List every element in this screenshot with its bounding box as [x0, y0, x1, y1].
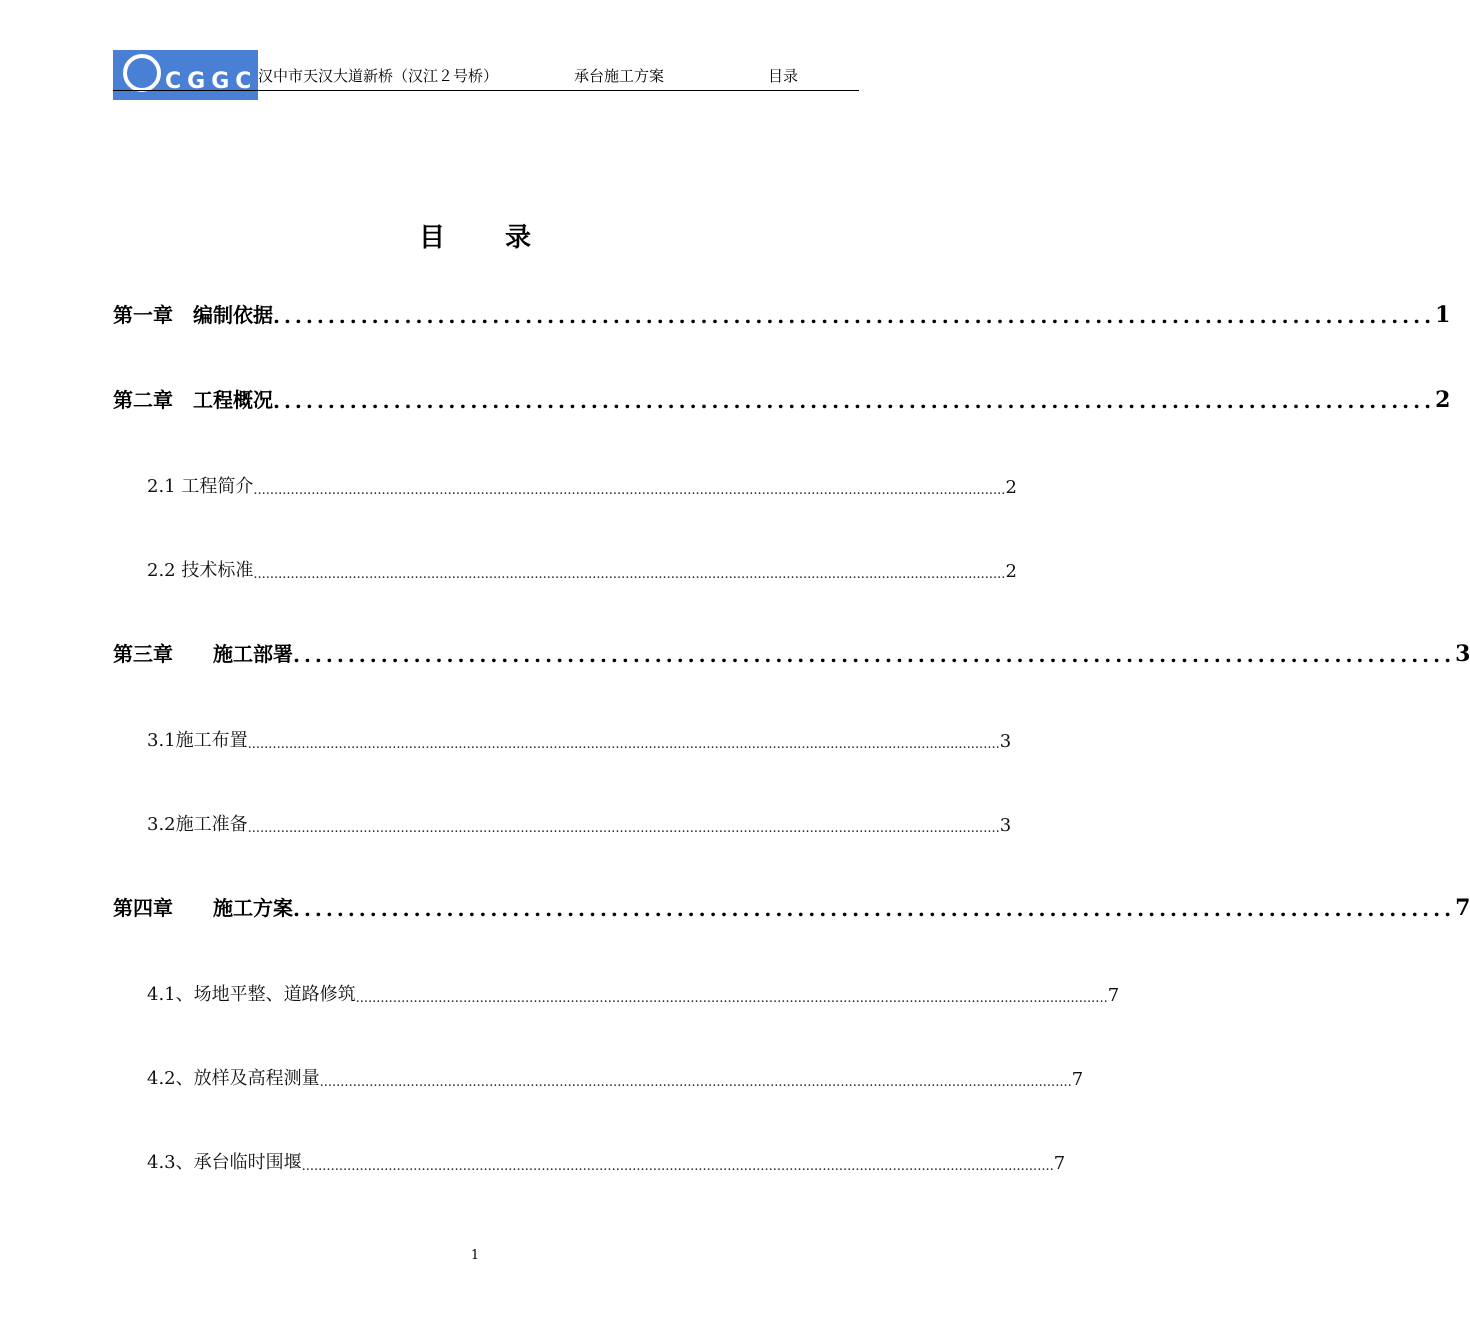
toc-entry[interactable] [113, 1144, 1066, 1174]
toc-leader: ...................................................................................................................................................................................... [247, 821, 1000, 836]
page-title: 目录 [418, 223, 591, 253]
toc-leader: .......................................................................................................... [293, 897, 1456, 921]
toc-page: 2 [1005, 477, 1017, 498]
header-rule [113, 90, 859, 91]
toc-entry[interactable] [113, 1060, 1084, 1090]
toc-entry[interactable] [113, 383, 1451, 413]
toc-label: 2.2 技术标准 [147, 560, 254, 581]
toc-label: 4.2、放样及高程测量 [147, 1068, 320, 1089]
toc-leader: ...................................................................................................................................................................................... [355, 991, 1108, 1006]
toc-page: 2 [1435, 387, 1451, 413]
toc-page: 3 [1455, 641, 1470, 667]
header-section: 目录 [768, 67, 799, 85]
toc-leader: ...................................................................................................................................................................................... [253, 567, 1006, 582]
toc-leader: .......................................................................................................... [293, 643, 1456, 667]
toc-label: 第一章 编制依据 [113, 303, 273, 327]
toc-leader: ...................................................................................................................................................................................... [253, 483, 1006, 498]
toc-page: 3 [999, 731, 1012, 752]
toc-entry[interactable] [113, 976, 1120, 1006]
toc-label: 第二章 工程概况 [113, 388, 273, 412]
toc-label: 第三章 施工部署 [113, 642, 293, 666]
toc-leader: ...................................................................................................................................................................................... [247, 737, 1000, 752]
toc-page: 7 [1071, 1069, 1084, 1090]
header-doc-name: 承台施工方案 [574, 67, 665, 85]
toc-leader: ...................................................................................................................................................................................... [301, 1159, 1054, 1174]
toc-entry[interactable] [113, 806, 1012, 836]
toc-label: 4.1、场地平整、道路修筑 [147, 984, 356, 1005]
logo-text: CGGC [165, 69, 258, 94]
toc-label: 3.1施工布置 [147, 730, 248, 751]
header-project: 汉中市天汉大道新桥（汉江２号桥） [258, 67, 499, 85]
toc-page: 7 [1053, 1153, 1066, 1174]
toc-entry[interactable] [113, 722, 1012, 752]
toc-entry[interactable] [113, 552, 1017, 582]
toc-page: 2 [1005, 561, 1017, 582]
toc-entry[interactable] [113, 468, 1017, 498]
toc-leader: .......................................................................................................... [273, 389, 1436, 413]
toc-leader: .......................................................................................................... [273, 304, 1436, 328]
toc-page: 7 [1455, 895, 1470, 921]
toc-page: 1 [1435, 302, 1451, 328]
bridge-emblem-icon [123, 54, 161, 92]
toc-label: 2.1 工程简介 [147, 476, 254, 497]
page-number: 1 [470, 1248, 480, 1263]
toc-entry[interactable] [113, 298, 1451, 328]
toc-entry[interactable] [113, 637, 1470, 667]
toc-leader: ...................................................................................................................................................................................... [319, 1075, 1072, 1090]
toc-label: 3.2施工准备 [147, 814, 248, 835]
toc-page: 3 [999, 815, 1012, 836]
toc-page: 7 [1107, 985, 1120, 1006]
toc-label: 第四章 施工方案 [113, 896, 293, 920]
toc-entry[interactable] [113, 891, 1470, 921]
toc-label: 4.3、承台临时围堰 [147, 1152, 302, 1173]
company-logo [113, 50, 258, 100]
